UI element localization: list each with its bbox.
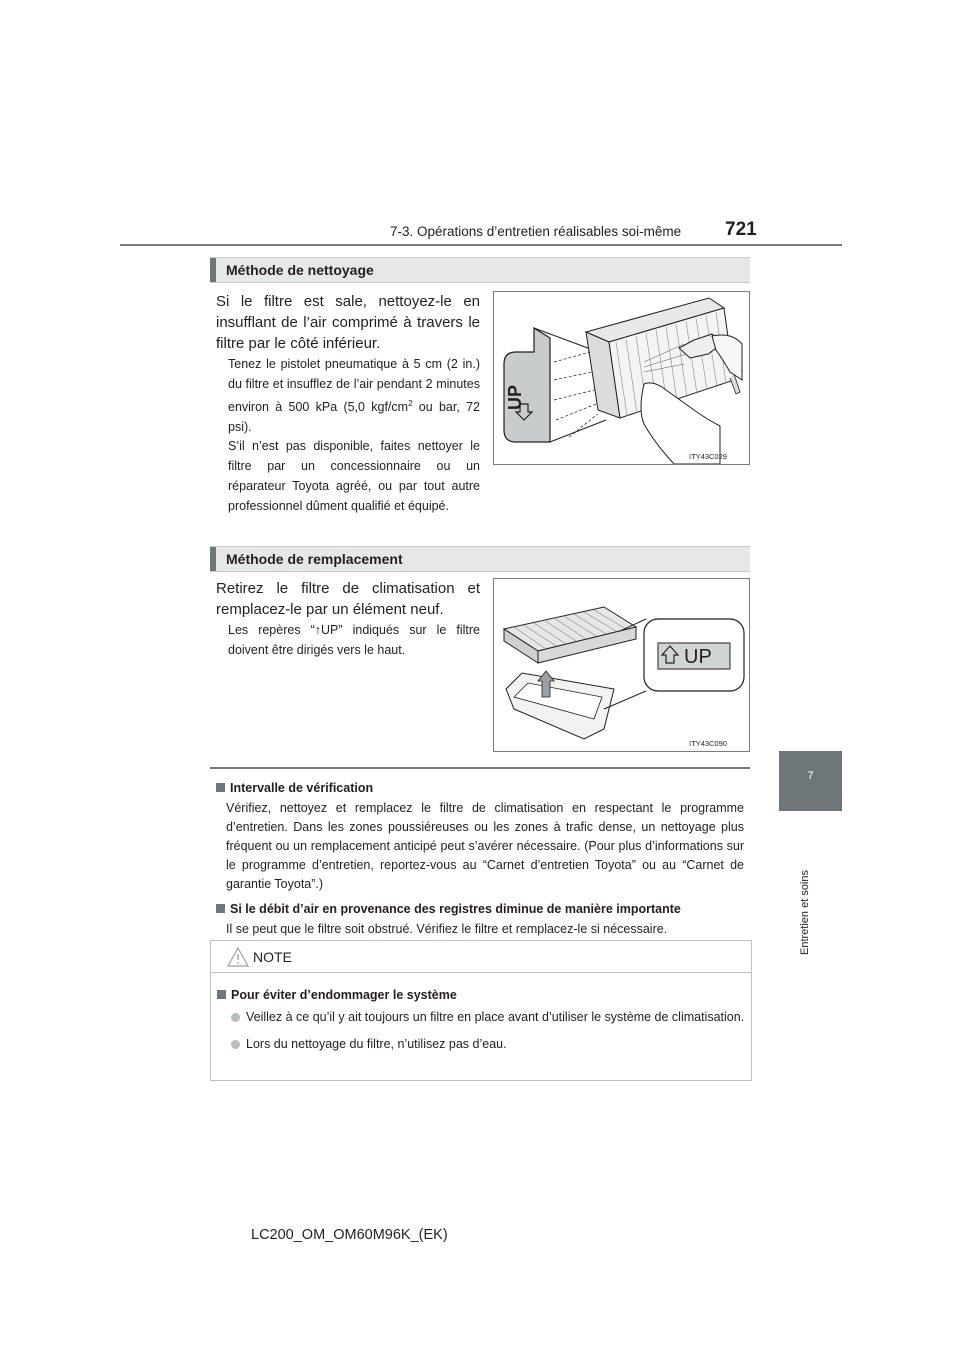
- note-heading-text: Intervalle de vérification: [230, 781, 374, 795]
- cleaning-detail-text-end: ou bar, 72 psi).: [228, 400, 480, 435]
- cleaning-instruction: Si le filtre est sale, nettoyez-le en insufflant de l’air comprimé à travers le filtre par le côté inférieur.: [216, 293, 480, 352]
- note-body: Vérifiez, nettoyez et remplacez le filtre de climatisation en respectant le programme d’entretien. Dans les zones poussiéreuses ou les zones à trafic dense, un nettoyage plus fréquent ou un remplacement anticipé peut s’avérer nécessaire. (Pour plus d’informations sur le programme d’entretien, reportez-vous au “Carnet d’entretien Toyota” ou au “Carnet de garantie Toyota”.): [226, 801, 744, 891]
- section-header-bar: [210, 547, 216, 571]
- running-header-section: 7-3. Opérations d’entretien réalisables soi-même: [390, 224, 682, 239]
- figure-up-label: UP: [505, 384, 525, 410]
- filter-cleaning-illustration: [494, 292, 749, 464]
- notes: [216, 779, 744, 939]
- chapter-title: Entretien et soins: [799, 870, 811, 955]
- filter-replacement-illustration: [494, 579, 749, 751]
- figure-code: ITY43C090: [689, 739, 727, 748]
- figure-replacement: [493, 578, 750, 752]
- cleaning-detail-text: Tenez le pistolet pneumatique à 5 cm (2 in.) du filtre et insufflez de l’air pendant 2 minutes environ à 500 kPa (5,0 kgf/cm: [228, 357, 480, 415]
- figure-up-label: UP: [684, 646, 712, 668]
- note-box-heading-text: Pour éviter d’endommager le système: [231, 988, 457, 1002]
- header-rule: [120, 244, 842, 246]
- note-box-header: [211, 941, 751, 973]
- note-bullet: [217, 1008, 745, 1027]
- square-bullet-icon: [216, 904, 225, 913]
- section-title: Méthode de nettoyage: [226, 262, 374, 278]
- footer-doc-code: LC200_OM_OM60M96K_(EK): [251, 1227, 448, 1243]
- up-arrow-icon: ↑: [314, 623, 322, 637]
- replacement-instruction: Retirez le filtre de climatisation et remplacez-le par un élément neuf.: [216, 580, 480, 618]
- page-number: 721: [725, 219, 757, 240]
- section-header-replacement: [210, 546, 750, 572]
- replacement-detail-text: Les repères “: [228, 623, 315, 637]
- bullet-dot-icon: [231, 1040, 240, 1049]
- note-box-heading: [217, 986, 745, 1004]
- replacement-detail-text-end: UP” indiqués sur le filtre doivent être dirigés vers le haut.: [228, 623, 480, 657]
- note-bullet-text: Veillez à ce qu’il y ait toujours un filtre en place avant d’utiliser le système de climatisation.: [246, 1010, 745, 1024]
- section-title: Méthode de remplacement: [226, 551, 403, 567]
- note-box: [210, 940, 752, 1081]
- note-body: Il se peut que le filtre soit obstrué. Vérifiez le filtre et remplacez-le si nécessaire.: [226, 922, 668, 936]
- figure-code: ITY43C029: [689, 452, 727, 461]
- note-title: NOTE: [253, 949, 292, 965]
- replacement-detail: [228, 620, 480, 660]
- section-divider: [210, 767, 750, 769]
- figure-cleaning: [493, 291, 750, 465]
- note-heading: [216, 779, 744, 797]
- note-bullet-text: Lors du nettoyage du filtre, n’utilisez pas d’eau.: [246, 1037, 507, 1051]
- note-heading-text: Si le débit d’air en provenance des registres diminue de manière importante: [230, 902, 681, 916]
- square-bullet-icon: [217, 990, 226, 999]
- section-header-bar: [210, 258, 216, 282]
- chapter-number: 7: [807, 770, 814, 782]
- cleaning-detail-pressure: [228, 354, 480, 437]
- note-bullet: [217, 1035, 745, 1054]
- superscript: 2: [408, 399, 413, 408]
- bullet-dot-icon: [231, 1013, 240, 1022]
- note-content: [217, 986, 745, 1054]
- cleaning-detail-dealer: S’il n’est pas disponible, faites nettoyer le filtre par un concessionnaire ou un réparateur Toyota agréé, ou par tout autre professionnel dûment qualifié et équipé.: [228, 439, 480, 513]
- section-header-cleaning: [210, 257, 750, 283]
- note-heading: [216, 900, 744, 918]
- warning-triangle-icon: [227, 947, 249, 967]
- square-bullet-icon: [216, 783, 225, 792]
